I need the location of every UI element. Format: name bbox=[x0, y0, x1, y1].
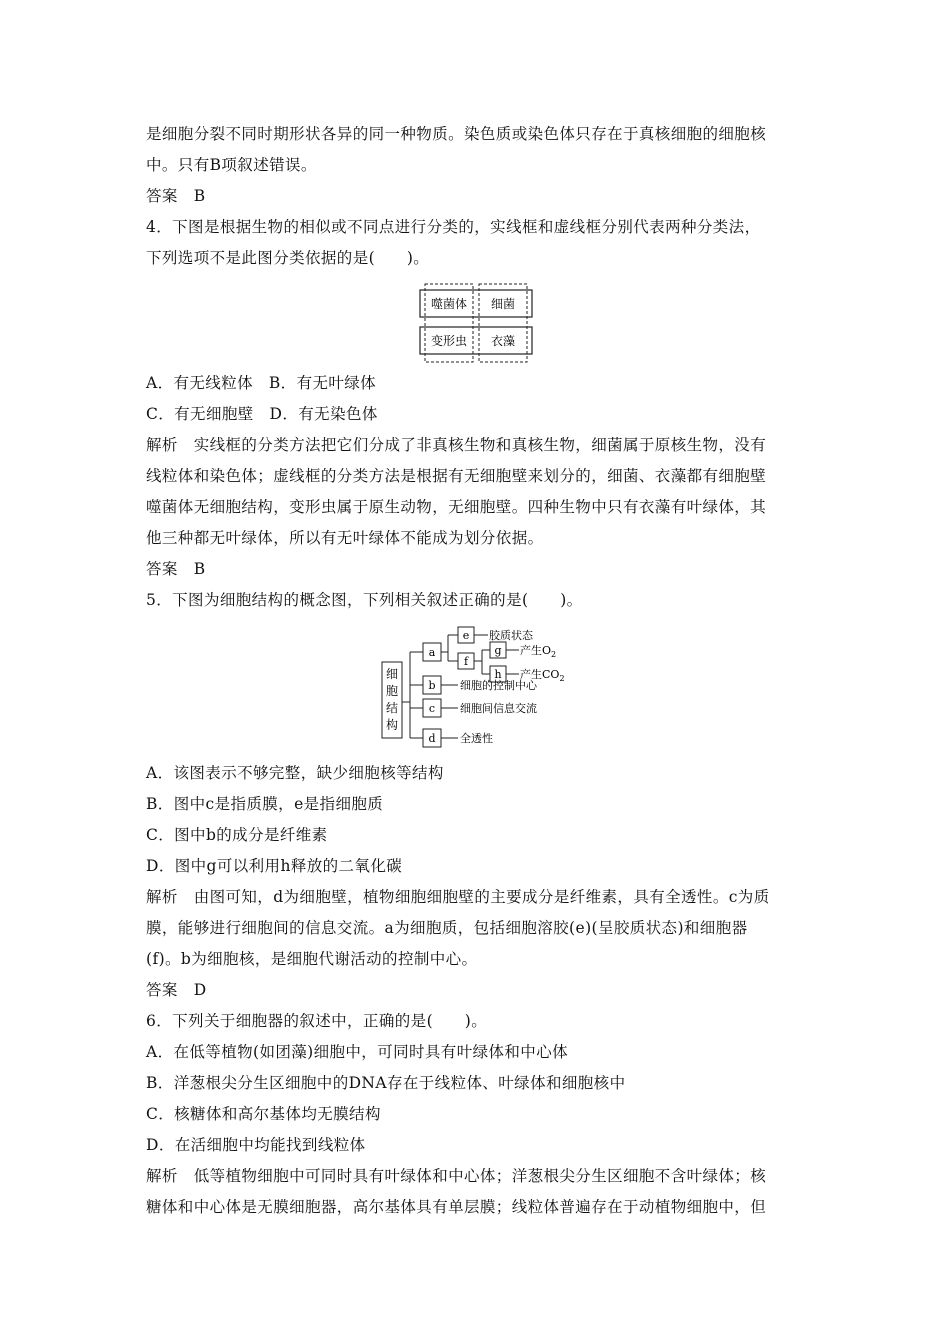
option-line: A．该图表示不够完整，缺少细胞核等结构 bbox=[146, 764, 444, 782]
answer-line: 答案 D bbox=[146, 981, 207, 999]
analysis-line: (f)。b为细胞核，是细胞代谢活动的控制中心。 bbox=[146, 950, 478, 968]
analysis-line: 他三种都无叶绿体，所以有无叶绿体不能成为划分依据。 bbox=[146, 529, 544, 547]
analysis-line: 糖体和中心体是无膜细胞器，高尔基体具有单层膜；线粒体普遍存在于动植物细胞中，但 bbox=[146, 1198, 767, 1216]
label-g-sub: 2 bbox=[551, 650, 557, 659]
label-h-sub: 2 bbox=[559, 674, 565, 683]
label-g bbox=[520, 643, 556, 659]
node-h: h bbox=[494, 668, 502, 681]
question-5-line: 5．下图为细胞结构的概念图，下列相关叙述正确的是( )。 bbox=[146, 591, 583, 609]
option-line: C．有无细胞壁 D．有无染色体 bbox=[146, 405, 378, 423]
root-char: 结 bbox=[385, 701, 399, 715]
answer-line: 答案 B bbox=[146, 187, 206, 205]
label-b: 细胞的控制中心 bbox=[460, 679, 537, 692]
cell-amoeba: 变形虫 bbox=[430, 334, 468, 348]
analysis-line: 膜，能够进行细胞间的信息交流。a为细胞质，包括细胞溶胶(e)(呈胶质状态)和细胞器 bbox=[146, 919, 748, 937]
root-char: 构 bbox=[385, 718, 399, 732]
root-char: 细 bbox=[385, 667, 399, 681]
classification-figure bbox=[412, 282, 540, 364]
option-line: B．洋葱根尖分生区细胞中的DNA存在于线粒体、叶绿体和细胞核中 bbox=[146, 1074, 626, 1092]
cell-chlamydomonas: 衣藻 bbox=[490, 334, 516, 348]
question-4-line: 4．下图是根据生物的相似或不同点进行分类的，实线框和虚线框分别代表两种分类法， bbox=[146, 218, 761, 236]
question-6-line: 6．下列关于细胞器的叙述中，正确的是( )。 bbox=[146, 1012, 488, 1030]
text-line: 中。只有B项叙述错误。 bbox=[146, 156, 317, 174]
option-line: D．图中g可以利用h释放的二氧化碳 bbox=[146, 857, 403, 875]
node-d: d bbox=[428, 732, 436, 745]
node-g: g bbox=[494, 644, 502, 657]
option-line: C．图中b的成分是纤维素 bbox=[146, 826, 328, 844]
node-f: f bbox=[463, 655, 469, 668]
label-e: 胶质状态 bbox=[489, 629, 533, 642]
option-line: A．有无线粒体 B．有无叶绿体 bbox=[146, 374, 377, 392]
analysis-line: 解析 低等植物细胞中可同时具有叶绿体和中心体；洋葱根尖分生区细胞不含叶绿体；核 bbox=[146, 1167, 767, 1185]
question-4-line: 下列选项不是此图分类依据的是( )。 bbox=[146, 249, 430, 267]
analysis-line: 解析 由图可知，d为细胞壁，植物细胞细胞壁的主要成分是纤维素，具有全透性。c为质 bbox=[146, 888, 770, 906]
node-e: e bbox=[462, 629, 470, 642]
cell-structure-concept-map bbox=[378, 620, 588, 752]
answer-line: 答案 B bbox=[146, 560, 206, 578]
analysis-line: 线粒体和染色体；虚线框的分类方法是根据有无细胞壁来划分的，细菌、衣藻都有细胞壁 bbox=[146, 467, 767, 485]
root-char: 胞 bbox=[385, 684, 399, 698]
option-line: B．图中c是指质膜，e是指细胞质 bbox=[146, 795, 384, 813]
label-d: 全透性 bbox=[460, 732, 493, 745]
label-h-text: 产生CO bbox=[520, 668, 560, 681]
text-line: 是细胞分裂不同时期形状各异的同一种物质。染色质或染色体只存在于真核细胞的细胞核 bbox=[146, 125, 767, 143]
option-line: C．核糖体和高尔基体均无膜结构 bbox=[146, 1105, 381, 1123]
cell-phage: 噬菌体 bbox=[430, 297, 468, 311]
analysis-line: 解析 实线框的分类方法把它们分成了非真核生物和真核生物，细菌属于原核生物，没有 bbox=[146, 436, 767, 454]
node-a: a bbox=[428, 646, 436, 659]
node-c: c bbox=[428, 702, 436, 715]
cell-bacteria: 细菌 bbox=[490, 297, 516, 311]
label-g-text: 产生O bbox=[520, 644, 552, 657]
option-line: A．在低等植物(如团藻)细胞中，可同时具有叶绿体和中心体 bbox=[146, 1043, 568, 1061]
option-line: D．在活细胞中均能找到线粒体 bbox=[146, 1136, 366, 1154]
analysis-line: 噬菌体无细胞结构，变形虫属于原生动物，无细胞壁。四种生物中只有衣藻有叶绿体，其 bbox=[146, 498, 767, 516]
node-b: b bbox=[428, 679, 436, 692]
label-c: 细胞间信息交流 bbox=[460, 702, 537, 715]
